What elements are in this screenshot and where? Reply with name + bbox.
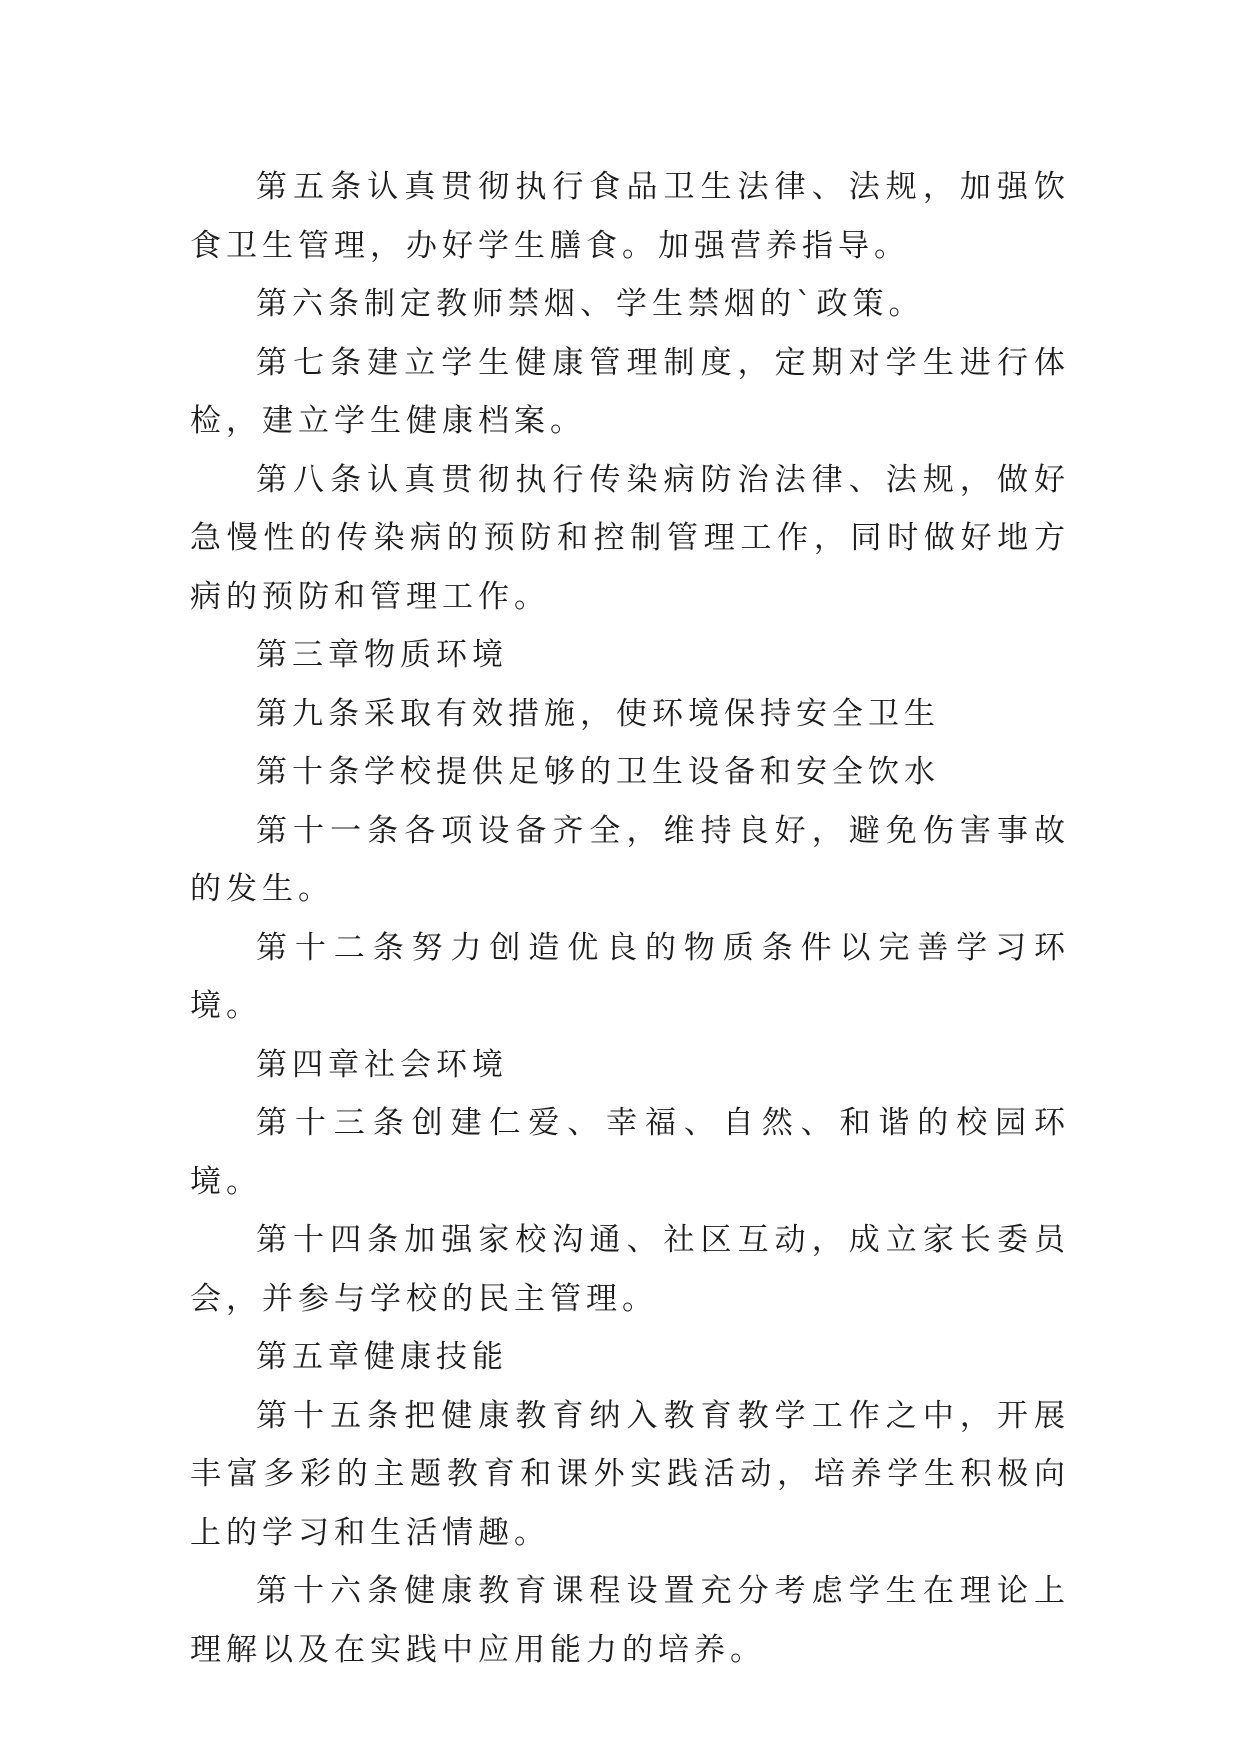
article-10: 第十条学校提供足够的卫生设备和安全饮水: [256, 754, 940, 790]
article-5: 第五条认真贯彻执行食品卫生法律、法规，加强饮食卫生管理，办好学生膳食。加强营养指导。: [190, 169, 1070, 264]
article-8: 第八条认真贯彻执行传染病防治法律、法规，做好急慢性的传染病的预防和控制管理工作，同时做好地方病的预防和管理工作。: [190, 461, 1070, 615]
article-12: 第十二条努力创造优良的物质条件以完善学习环境。: [190, 929, 1070, 1024]
article-16: 第十六条健康教育课程设置充分考虑学生在理论上理解以及在实践中应用能力的培养。: [190, 1573, 1070, 1668]
article-15: 第十五条把健康教育纳入教育教学工作之中，开展丰富多彩的主题教育和课外实践活动，培养学生积极向上的学习和生活情趣。: [190, 1397, 1070, 1551]
chapter-5-heading: 第五章健康技能: [256, 1339, 508, 1375]
document-body: [190, 158, 1070, 1679]
article-9: 第九条采取有效措施，使环境保持安全卫生: [256, 695, 940, 732]
article-11: 第十一条各项设备齐全，维持良好，避免伤害事故的发生。: [190, 812, 1070, 907]
chapter-4-heading: 第四章社会环境: [256, 1046, 508, 1083]
article-6: 第六条制定教师禁烟、学生禁烟的`政策。: [256, 286, 925, 322]
article-7: 第七条建立学生健康管理制度，定期对学生进行体检，建立学生健康档案。: [190, 344, 1070, 439]
article-13: 第十三条创建仁爱、幸福、自然、和谐的校园环境。: [190, 1105, 1070, 1200]
article-14: 第十四条加强家校沟通、社区互动，成立家长委员会，并参与学校的民主管理。: [190, 1222, 1070, 1317]
chapter-3-heading: 第三章物质环境: [256, 637, 508, 673]
